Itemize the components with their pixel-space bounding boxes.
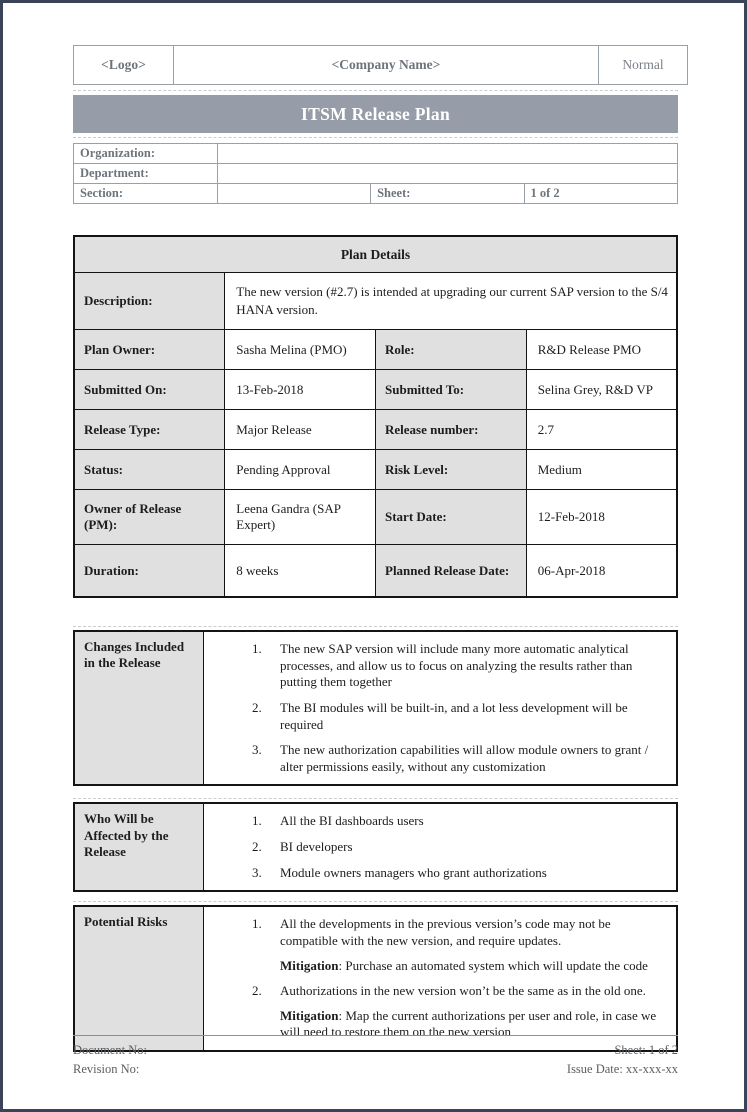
table-gridline xyxy=(73,626,678,627)
affected-table xyxy=(73,802,678,892)
logo-placeholder: <Logo> xyxy=(74,46,174,85)
field-label: Duration: xyxy=(74,545,225,598)
plan-owner-row xyxy=(74,330,677,370)
doc-classification: Normal xyxy=(599,46,688,85)
description-row xyxy=(74,273,677,330)
risks-table xyxy=(73,905,678,1052)
department-value xyxy=(217,164,677,184)
revision-no-label: Revision No: xyxy=(73,1061,140,1076)
field-label: Status: xyxy=(74,450,225,490)
sheet-value: 1 of 2 xyxy=(524,184,677,204)
field-label: Start Date: xyxy=(376,490,527,545)
field-value: Medium xyxy=(526,450,677,490)
field-label: Submitted To: xyxy=(376,370,527,410)
footer-divider xyxy=(73,1035,678,1036)
list-item: All the BI dashboards users xyxy=(280,813,424,829)
field-value: 06-Apr-2018 xyxy=(526,545,677,598)
organization-value xyxy=(217,144,677,164)
mitigation-paragraph: Mitigation: Purchase an automated system which will update the code xyxy=(280,957,648,973)
page-footer xyxy=(73,1035,678,1079)
list-item: Module owners managers who grant authorizations xyxy=(280,864,547,880)
affected-label: Who Will be Affected by the Release xyxy=(74,803,204,891)
footer-sheet: Sheet: 1 of 2 xyxy=(614,1043,678,1057)
table-gridline xyxy=(73,137,678,138)
field-label: Plan Owner: xyxy=(74,330,225,370)
field-value: Sasha Melina (PMO) xyxy=(225,330,376,370)
section-row xyxy=(74,184,678,204)
plan-details-title: Plan Details xyxy=(74,236,677,273)
field-label: Owner of Release (PM): xyxy=(74,490,225,545)
company-name: <Company Name> xyxy=(174,46,599,85)
table-gridline xyxy=(73,90,678,91)
document-no-label: Document No: xyxy=(73,1043,147,1057)
footer-issue-date: Issue Date: xx-xxx-xx xyxy=(566,1061,678,1076)
field-value: Major Release xyxy=(225,410,376,450)
department-row xyxy=(74,164,678,184)
section-label: Section: xyxy=(74,184,218,204)
field-value: Pending Approval xyxy=(225,450,376,490)
field-label: Role: xyxy=(376,330,527,370)
sheet-label: Sheet: xyxy=(371,184,524,204)
department-label: Department: xyxy=(74,164,218,184)
field-label: Planned Release Date: xyxy=(376,545,527,598)
list-item: The BI modules will be built-in, and a lot less development will be required xyxy=(280,699,628,732)
list-item: BI developers xyxy=(280,839,353,854)
page-title: ITSM Release Plan xyxy=(301,103,450,124)
risks-label: Potential Risks xyxy=(74,906,204,1051)
changes-table xyxy=(73,630,678,786)
field-value: Leena Gandra (SAP Expert) xyxy=(225,490,376,545)
field-value: Selina Grey, R&D VP xyxy=(526,370,677,410)
description-label: Description: xyxy=(74,273,225,330)
field-label: Release number: xyxy=(376,410,527,450)
submitted-row xyxy=(74,370,677,410)
changes-list xyxy=(204,641,666,775)
list-item: The new authorization capabilities will allow module owners to grant / alter permissions easily, without any customization xyxy=(280,742,649,774)
field-label: Risk Level: xyxy=(376,450,527,490)
description-value: The new version (#2.7) is intended at upgrading our current SAP version to the S/4 HANA version. xyxy=(225,273,677,330)
changes-label: Changes Included in the Release xyxy=(74,631,204,785)
section-value xyxy=(217,184,370,204)
risks-list xyxy=(204,916,666,1041)
header-table xyxy=(73,45,688,85)
affected-list xyxy=(204,813,666,881)
title-banner xyxy=(73,95,678,133)
list-item: Authorizations in the new version won’t be the same as in the old one. Mitigation: Map the current authorizations per user and role, in case we will need to restore them on the new version xyxy=(204,983,666,1041)
release-type-row xyxy=(74,410,677,450)
list-item: The new SAP version will include many more automatic analytical processes, and allow us to focus on analyzing the results rather than putting them together xyxy=(280,641,633,690)
table-gridline xyxy=(73,901,678,902)
plan-details-table xyxy=(73,235,678,598)
organization-label: Organization: xyxy=(74,144,218,164)
duration-row xyxy=(74,545,677,598)
list-item: All the developments in the previous version’s code may not be compatible with the new version, and require updates. Mitigation: Purchase an automated system which will update the code xyxy=(204,916,666,974)
field-value: 13-Feb-2018 xyxy=(225,370,376,410)
field-value: 2.7 xyxy=(526,410,677,450)
field-label: Release Type: xyxy=(74,410,225,450)
organization-row xyxy=(74,144,678,164)
owner-of-release-row xyxy=(74,490,677,545)
field-label: Submitted On: xyxy=(74,370,225,410)
meta-table xyxy=(73,143,678,204)
mitigation-paragraph: Mitigation: Map the current authorizations per user and role, in case we will need to restore them on the new version xyxy=(280,1007,657,1040)
field-value: 12-Feb-2018 xyxy=(526,490,677,545)
table-gridline xyxy=(73,798,678,799)
field-value: 8 weeks xyxy=(225,545,376,598)
field-value: R&D Release PMO xyxy=(526,330,677,370)
status-row xyxy=(74,450,677,490)
